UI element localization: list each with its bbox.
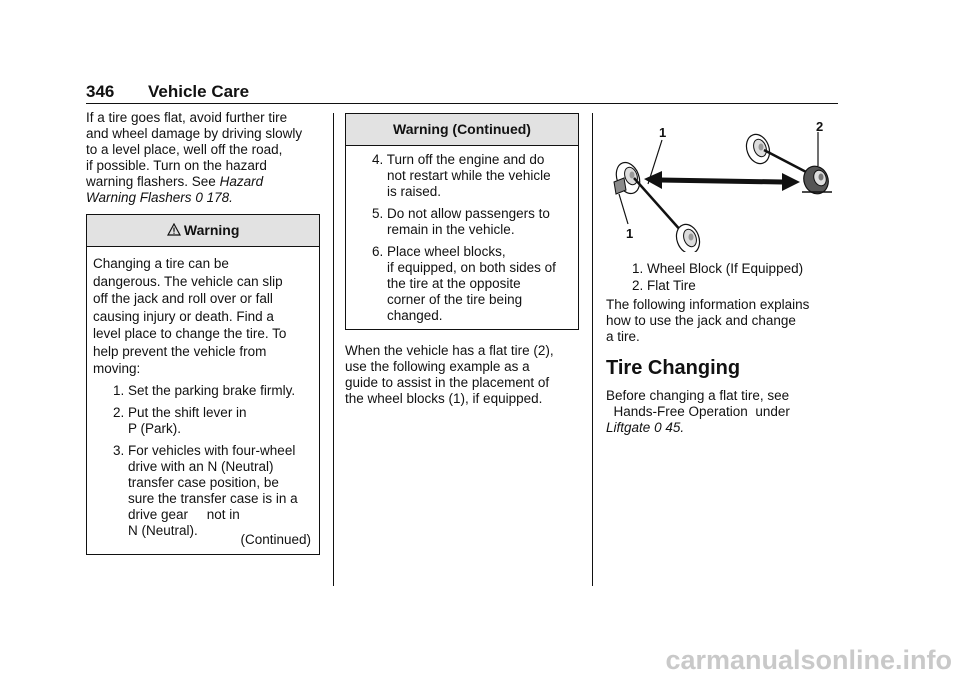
step-line: not restart while the vehicle xyxy=(387,168,551,183)
hazard-link-cont[interactable]: Warning Flashers xyxy=(86,190,192,205)
rear-axle xyxy=(764,150,810,174)
text-line: use the following example as a xyxy=(345,359,530,374)
text-line: Changing a tire can be xyxy=(93,256,229,271)
step-line: 3. For vehicles with four-wheel xyxy=(113,442,296,458)
step-line: 4. Turn off the engine and do xyxy=(372,152,545,167)
warning-continued-body xyxy=(372,152,576,324)
text-line: When the vehicle has a flat tire (2), xyxy=(345,343,554,358)
page-ref-icon: 0 xyxy=(195,190,203,205)
step-line: drive with an N (Neutral) xyxy=(128,458,274,474)
text-line: warning flashers. See xyxy=(86,174,216,189)
text-line xyxy=(606,420,846,436)
warning-step xyxy=(113,383,317,399)
text-line: level place to change the tire. To xyxy=(93,326,287,341)
column-divider xyxy=(333,113,334,586)
header-rule xyxy=(86,103,838,104)
warning-header xyxy=(87,215,319,247)
warning-title: Warning xyxy=(183,222,240,238)
page-title: Vehicle Care xyxy=(148,82,250,101)
text-line: to a level place, well off the road, xyxy=(86,142,283,157)
warning-box xyxy=(86,214,320,555)
warning-continued-title: Warning (Continued) xyxy=(346,114,578,146)
text-line xyxy=(86,174,326,190)
rear-left-wheel xyxy=(743,131,774,167)
liftgate-link[interactable]: Liftgate xyxy=(606,420,651,435)
text-line: dangerous. The vehicle can slip xyxy=(93,273,283,289)
wheel-block-diagram xyxy=(604,112,844,252)
step-line: transfer case position, be xyxy=(128,474,279,490)
intro-paragraph xyxy=(86,110,326,206)
text-line: how to use the jack and change xyxy=(606,313,796,328)
text-line: causing injury or death. Find a xyxy=(93,308,274,324)
warning-step xyxy=(372,244,576,324)
warning-step xyxy=(372,152,576,200)
text-line: the wheel blocks (1), if equipped. xyxy=(345,391,543,406)
step-line: 6. Place wheel blocks, xyxy=(372,244,506,259)
text-line: guide to assist in the placement of xyxy=(345,375,550,390)
callout-line xyxy=(619,194,628,224)
text-line: a tire. xyxy=(606,329,640,344)
wheel-block-figure xyxy=(604,112,844,252)
step-line: 5. Do not allow passengers to xyxy=(372,206,550,221)
step-line: N (Neutral). xyxy=(128,522,198,538)
text-line: The following information explains xyxy=(606,297,810,312)
flat-tire xyxy=(800,163,832,198)
tire-changing-paragraph xyxy=(606,388,846,436)
page-ref[interactable]: 178. xyxy=(206,190,233,205)
callout-label: 2 xyxy=(816,119,824,134)
hazard-link[interactable]: Hazard xyxy=(219,174,264,189)
continued-label: (Continued) xyxy=(240,532,311,547)
text-line: and wheel damage by driving slowly xyxy=(86,126,303,141)
step-line: corner of the tire being xyxy=(387,292,523,307)
warning-icon xyxy=(167,224,184,238)
step-line: the tire at the opposite xyxy=(387,276,521,291)
wheel-block-paragraph xyxy=(345,343,585,407)
legend-item: 2. Flat Tire xyxy=(632,278,696,293)
text-line: off the jack and roll over or fall xyxy=(93,291,273,306)
diagonal-arrow xyxy=(644,171,800,191)
warning-step xyxy=(372,206,576,238)
warning-continued-box xyxy=(345,113,579,330)
page-number: 346 xyxy=(86,82,115,101)
page-ref[interactable]: 45. xyxy=(665,420,685,435)
legend-item: 1. Wheel Block (If Equipped) xyxy=(632,261,804,276)
step-line: drive gear not in xyxy=(128,506,240,522)
watermark: carmanualsonline.info xyxy=(665,645,952,675)
section-heading: Tire Changing xyxy=(606,357,741,379)
step-line: sure the transfer case is in a xyxy=(128,490,298,506)
step-line: remain in the vehicle. xyxy=(387,222,515,237)
figure-legend xyxy=(632,260,842,294)
step-line: if equipped, on both sides of xyxy=(387,260,556,275)
text-line xyxy=(86,190,326,206)
text-line: If a tire goes flat, avoid further tire xyxy=(86,110,288,125)
text-line: moving: xyxy=(93,361,141,376)
text-line: Before changing a flat tire, see xyxy=(606,388,790,403)
step-line: is raised. xyxy=(387,184,442,199)
step-line: 2. Put the shift lever in xyxy=(113,404,247,420)
text-line: help prevent the vehicle from xyxy=(93,343,267,359)
page-ref-icon: 0 xyxy=(654,420,662,435)
callout-label: 1 xyxy=(659,125,667,140)
step-line: changed. xyxy=(387,308,443,323)
column-divider xyxy=(592,113,593,586)
info-paragraph xyxy=(606,297,846,345)
text-line: if possible. Turn on the hazard xyxy=(86,158,267,173)
warning-body xyxy=(93,255,317,539)
warning-step xyxy=(113,443,317,539)
text-line: Hands-Free Operation under xyxy=(606,404,790,419)
step-line: P (Park). xyxy=(128,420,182,436)
callout-label: 1 xyxy=(626,226,634,241)
step-line: 1. Set the parking brake firmly. xyxy=(113,382,296,398)
warning-step xyxy=(113,405,317,437)
